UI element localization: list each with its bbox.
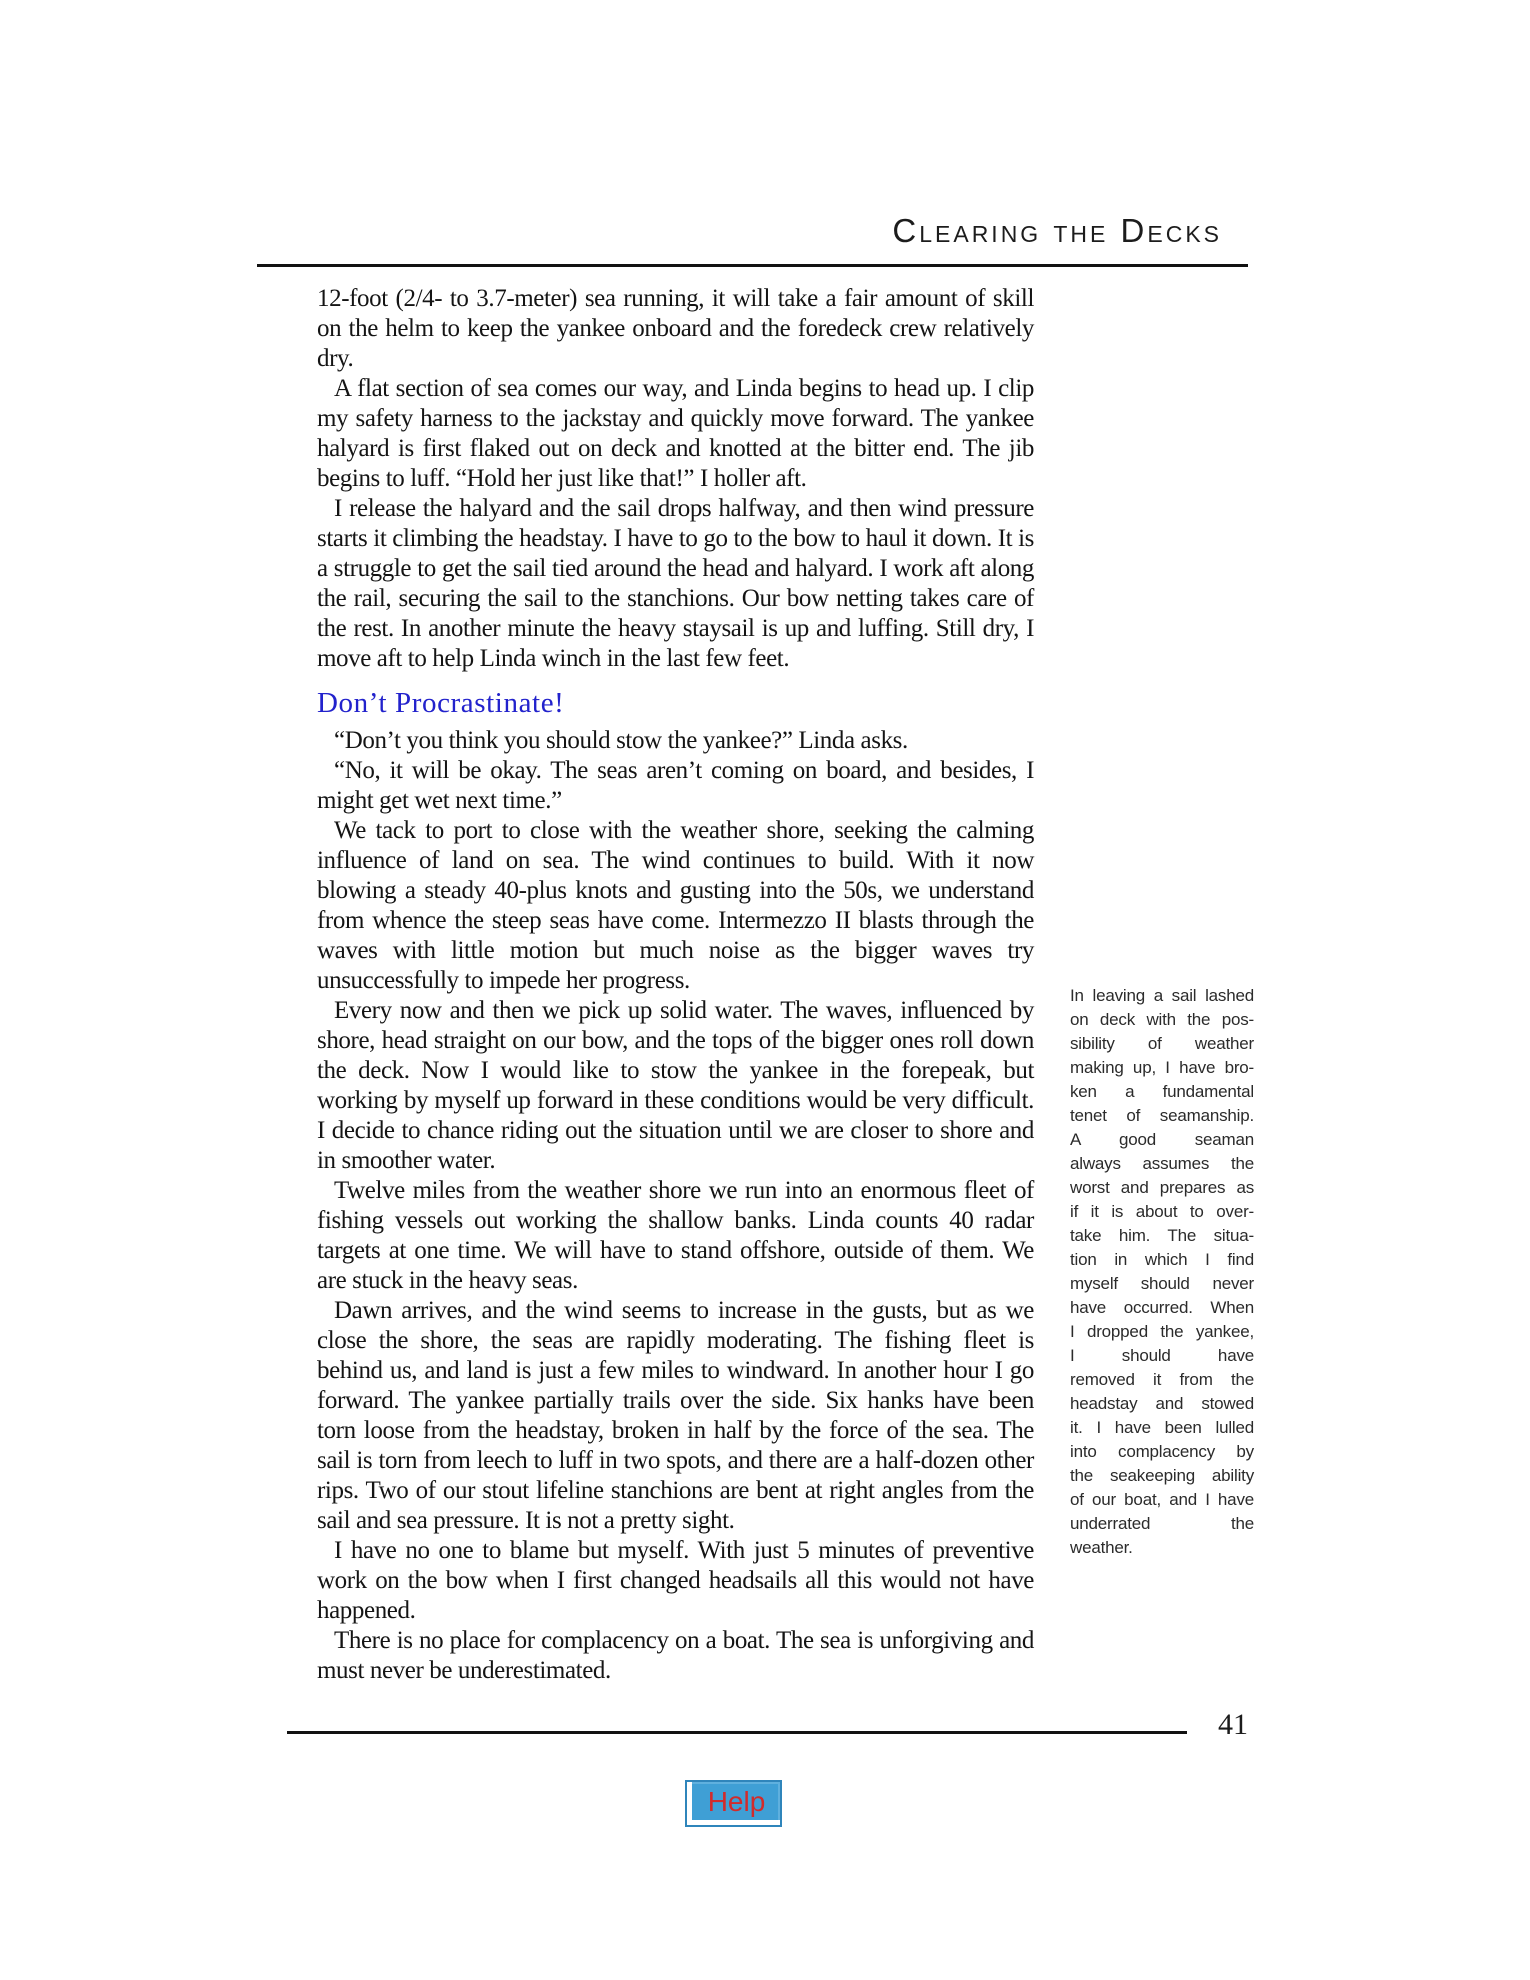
body-paragraph: I have no one to blame but myself. With just 5 minutes of preventive work on the bow when I first changed headsails all this would not have happened. xyxy=(317,1537,1034,1624)
margin-note-line: it. I have been lulled xyxy=(1070,1418,1254,1437)
margin-note-line: weather. xyxy=(1070,1538,1133,1557)
paragraphs-bottom xyxy=(317,726,1034,1686)
margin-note-line: the seakeeping ability xyxy=(1070,1466,1254,1485)
margin-note-line: have occurred. When xyxy=(1070,1298,1254,1317)
margin-note-line: tenet of seamanship. xyxy=(1070,1106,1254,1125)
margin-note xyxy=(1070,984,1254,1560)
margin-note-line: take him. The situa- xyxy=(1070,1226,1254,1245)
body-paragraph: “Don’t you think you should stow the yankee?” Linda asks. xyxy=(334,727,908,754)
body-paragraph: Dawn arrives, and the wind seems to increase in the gusts, but as we close the shore, the seas are rapidly moderating. The fishing fleet is behind us, and land is just a few miles to windward. In another hour I go forward. The yankee partially trails over the side. Six hanks have been torn loose from the headstay, broken in half by the force of the sea. The sail is torn from leech to luff in two spots, and there are a half-dozen other rips. Two of our stout lifeline stanchions are bent at right angles from the sail and sea pressure. It is not a pretty sight. xyxy=(317,1297,1034,1534)
margin-note-line: always assumes the xyxy=(1070,1154,1254,1173)
margin-note-line: myself should never xyxy=(1070,1274,1254,1293)
body-paragraph: Every now and then we pick up solid water. The waves, influenced by shore, head straight on our bow, and the tops of the bigger ones roll down the deck. Now I would like to stow the yankee in the forepeak, but working by myself up forward in these conditions would be very difficult. I decide to chance riding out the situation until we are closer to shore and in smoother water. xyxy=(317,997,1034,1174)
margin-note-line: making up, I have bro- xyxy=(1070,1058,1254,1077)
margin-note-line: removed it from the xyxy=(1070,1370,1254,1389)
margin-note-line: I should have xyxy=(1070,1346,1254,1365)
running-header-chapter-title: Clearing the Decks xyxy=(892,212,1222,249)
body-paragraph: Twelve miles from the weather shore we run into an enormous fleet of fishing vessels out working the shallow banks. Linda counts 40 radar targets at one time. We will have to stand offshore, outside of them. We are stuck in the heavy seas. xyxy=(317,1177,1034,1294)
margin-note-line: A good seaman xyxy=(1070,1130,1254,1149)
header-rule xyxy=(257,264,1248,267)
margin-note-line: worst and prepares as xyxy=(1070,1178,1254,1197)
body-paragraph: 12-foot (2/4- to 3.7-meter) sea running, it will take a fair amount of skill on the helm to keep the yankee onboard and the foredeck crew relatively dry. xyxy=(317,285,1034,372)
body-paragraph: I release the halyard and the sail drops halfway, and then wind pressure starts it climbing the headstay. I have to go to the bow to haul it down. It is a struggle to get the sail tied around the head and halyard. I work aft along the rail, securing the sail to the stanchions. Our bow netting takes care of the rest. In another minute the heavy staysail is up and luffing. Still dry, I move aft to help Linda winch in the last few feet. xyxy=(317,495,1034,672)
margin-note-line: I dropped the yankee, xyxy=(1070,1322,1254,1341)
main-text-column xyxy=(317,284,1034,1686)
margin-note-line: on deck with the pos- xyxy=(1070,1010,1254,1029)
body-paragraph: We tack to port to close with the weather shore, seeking the calming influence of land on sea. The wind continues to build. With it now blowing a steady 40-plus knots and gusting into the 50s, we understand from whence the steep seas have come. Intermezzo II blasts through the waves with little motion but much noise as the bigger waves try unsuccessfully to impede her progress. xyxy=(317,817,1034,994)
margin-note-line: into complacency by xyxy=(1070,1442,1254,1461)
margin-note-line: sibility of weather xyxy=(1070,1034,1254,1053)
margin-note-line: of our boat, and I have xyxy=(1070,1490,1254,1509)
margin-note-line: tion in which I find xyxy=(1070,1250,1254,1269)
margin-note-line: In leaving a sail lashed xyxy=(1070,986,1254,1005)
body-paragraph: “No, it will be okay. The seas aren’t coming on board, and besides, I might get wet next time.” xyxy=(317,757,1034,814)
body-paragraph: There is no place for complacency on a boat. The sea is unforgiving and must never be underestimated. xyxy=(317,1627,1034,1684)
help-button[interactable] xyxy=(685,1780,782,1827)
margin-note-line: headstay and stowed xyxy=(1070,1394,1254,1413)
body-paragraph: A flat section of sea comes our way, and Linda begins to head up. I clip my safety harness to the jackstay and quickly move forward. The yankee halyard is first flaked out on deck and knotted at the bitter end. The jib begins to luff. “Hold her just like that!” I holler aft. xyxy=(317,375,1034,492)
margin-note-line: ken a fundamental xyxy=(1070,1082,1254,1101)
margin-note-line: if it is about to over- xyxy=(1070,1202,1254,1221)
section-heading: Don’t Procrastinate! xyxy=(317,687,565,719)
help-button-label: Help xyxy=(707,1786,766,1817)
page-number: 41 xyxy=(1218,1708,1248,1741)
paragraphs-top xyxy=(317,284,1034,674)
footer-rule xyxy=(287,1731,1187,1734)
margin-note-line: underrated the xyxy=(1070,1514,1254,1533)
